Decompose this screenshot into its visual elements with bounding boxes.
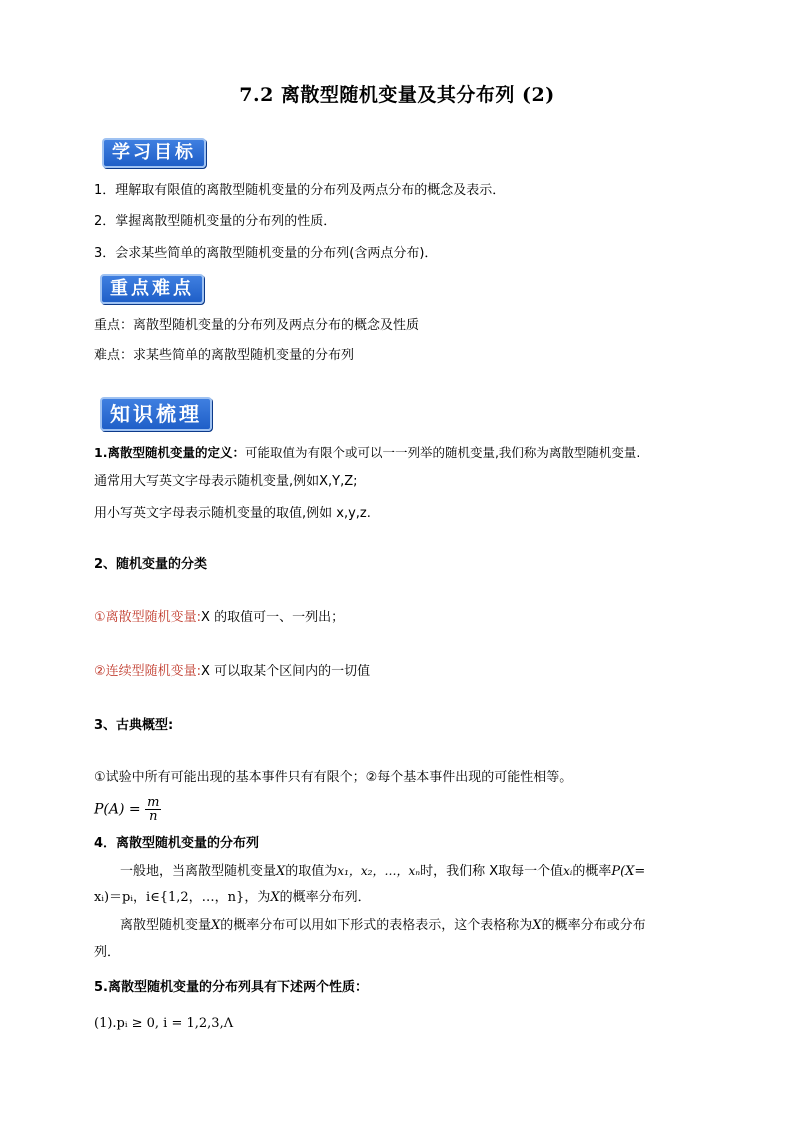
s4-text: 的概率分布或分布 (541, 918, 646, 933)
s4-heading: 4．离散型随机变量的分布列 (94, 836, 260, 851)
s4-text: 的概率分布可以用如下形式的表格表示，这个表格称为 (220, 918, 533, 933)
goal-item: 3．会求某些简单的离散型随机变量的分布列(含两点分布)． (94, 246, 438, 261)
key-point: 重点：离散型随机变量的分布列及两点分布的概念及性质 (94, 318, 420, 333)
var-x: X (270, 890, 280, 905)
s4-text: 的概率分布列． (279, 890, 371, 905)
knowledge-badge: 知识梳理 (100, 397, 212, 431)
s4-p1-line2 (94, 889, 371, 907)
key-points-badge: 重点难点 (100, 274, 204, 304)
values-list: x₁，x₂，…，xₙ (337, 864, 421, 878)
s2-item2-label: ②连续型随机变量: (94, 664, 202, 679)
s4-text: 的概率 (572, 864, 612, 879)
s3-text: ①试验中所有可能出现的基本事件只有有限个；②每个基本事件出现的可能性相等。 (94, 770, 573, 785)
s5-property-1: (1).pᵢ ≥ 0, i = 1,2,3,Λ (94, 1016, 234, 1031)
s4-text: 离散型随机变量 (120, 918, 212, 933)
goal-item: 1．理解取有限值的离散型随机变量的分布列及两点分布的概念及表示． (94, 183, 506, 198)
formula-lhs: P(A) = (94, 801, 141, 818)
s4-p2-line2: 列． (94, 945, 121, 960)
s2-item1-text: X 的取值可一、一列出； (201, 610, 345, 625)
s2-item2 (94, 663, 370, 681)
s3-heading: 3、古典概型: (94, 718, 174, 733)
s4-text: 的取值为 (285, 864, 338, 879)
s2-item1 (94, 609, 344, 627)
formula-fraction (145, 796, 161, 823)
var-x: X (276, 864, 286, 879)
var-x: X (532, 918, 542, 933)
goals-badge: 学习目标 (102, 138, 206, 168)
goal-item: 2．掌握离散型随机变量的分布列的性质． (94, 214, 337, 229)
var-xi: xᵢ (563, 864, 573, 878)
s1-definition (94, 444, 640, 462)
prob-expr: P(X= (611, 864, 646, 879)
formula-denominator: n (149, 809, 158, 824)
s4-p2-line1 (120, 917, 646, 935)
page-title: 7.2 离散型随机变量及其分布列 (2) (239, 84, 555, 106)
classical-probability-formula (94, 796, 161, 823)
formula-numerator: m (147, 795, 160, 810)
s2-item2-text: X 可以取某个区间内的一切值 (201, 664, 371, 679)
s1-heading: 1.离散型随机变量的定义： (94, 445, 245, 460)
s2-heading: 2、随机变量的分类 (94, 557, 208, 572)
s4-text: 一般地，当离散型随机变量 (120, 864, 277, 879)
s1-text: 可能取值为有限个或可以一一列举的随机变量,我们称为离散型随机变量. (244, 445, 641, 460)
s1-line3: 用小写英文字母表示随机变量的取值,例如 x,y,z. (94, 506, 371, 521)
s4-text: xᵢ)＝pᵢ，i∈{1,2，…，n}，为 (94, 890, 271, 905)
s4-text: 时，我们称 X取每一个值 (420, 864, 564, 879)
var-x: X (211, 918, 221, 933)
s5-heading: 5.离散型随机变量的分布列具有下述两个性质： (94, 980, 368, 995)
s1-line2: 通常用大写英文字母表示随机变量,例如X,Y,Z; (94, 474, 358, 489)
s4-p1-line1 (120, 862, 645, 881)
difficult-point: 难点：求某些简单的离散型随机变量的分布列 (94, 348, 355, 363)
s2-item1-label: ①离散型随机变量: (94, 610, 202, 625)
